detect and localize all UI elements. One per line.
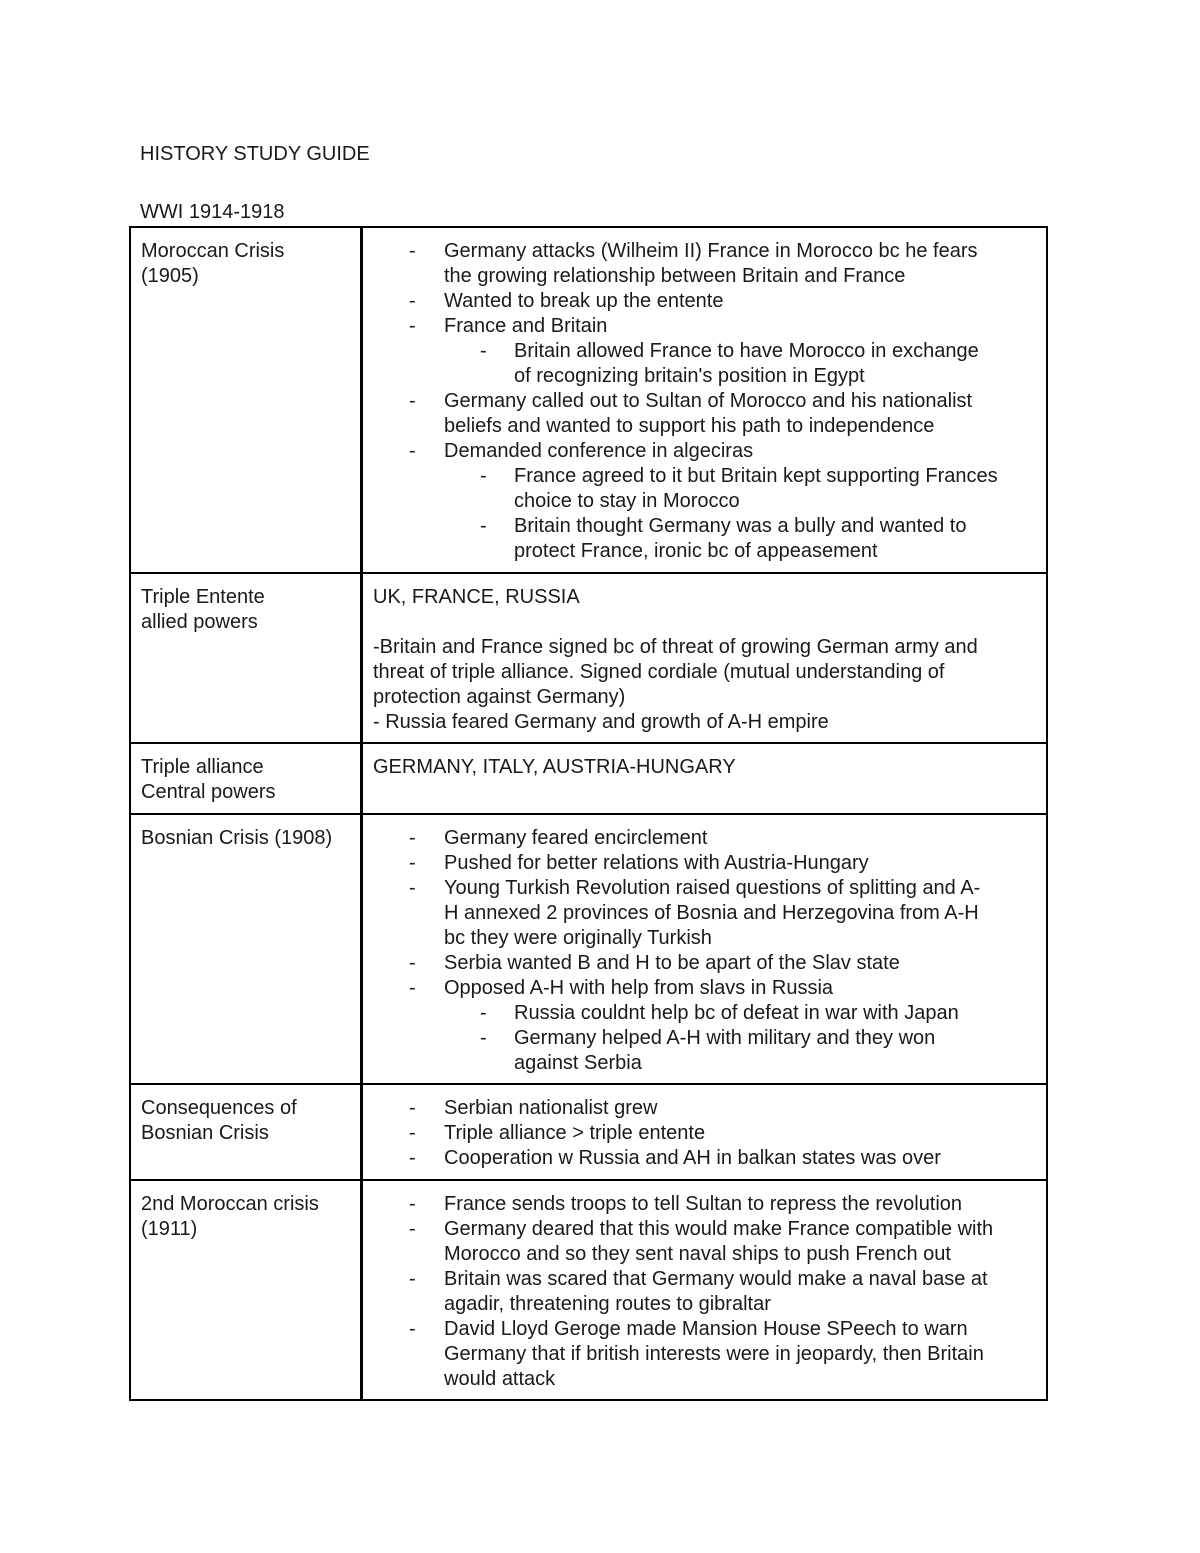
topic-text: (1911) bbox=[141, 1218, 198, 1240]
bullet-text: Germany that if british interests were in jeopardy, then Britain bbox=[444, 1343, 984, 1365]
blank-line bbox=[373, 610, 1040, 635]
bullet-item bbox=[373, 314, 1040, 339]
dash-bullet-icon: - bbox=[409, 1097, 416, 1119]
sub-bullet-continuation bbox=[373, 364, 1040, 389]
detail-text: -Britain and France signed bc of threat of growing German army and bbox=[373, 636, 978, 658]
bullet-item bbox=[373, 389, 1040, 414]
topic-text: Central powers bbox=[141, 781, 276, 803]
topic-cell bbox=[131, 815, 363, 1083]
bullet-text: against Serbia bbox=[514, 1052, 642, 1074]
dash-bullet-icon: - bbox=[409, 852, 416, 874]
dash-bullet-icon: - bbox=[409, 1122, 416, 1144]
document-title: HISTORY STUDY GUIDE bbox=[140, 143, 370, 165]
bullet-text: Germany helped A-H with military and they won bbox=[514, 1027, 936, 1049]
bullet-continuation bbox=[373, 414, 1040, 439]
bullet-continuation bbox=[373, 901, 1040, 926]
bullet-continuation bbox=[373, 264, 1040, 289]
bullet-text: Cooperation w Russia and AH in balkan states was over bbox=[444, 1147, 941, 1169]
sub-bullet-continuation bbox=[373, 1051, 1040, 1076]
topic-text: Moroccan Crisis bbox=[141, 240, 285, 262]
bullet-text: choice to stay in Morocco bbox=[514, 490, 740, 512]
sub-bullet-continuation bbox=[373, 489, 1040, 514]
bullet-text: Serbian nationalist grew bbox=[444, 1097, 658, 1119]
dash-bullet-icon: - bbox=[480, 1027, 487, 1049]
topic-text: Consequences of bbox=[141, 1097, 297, 1119]
bullet-continuation bbox=[373, 1342, 1040, 1367]
sub-bullet-item bbox=[373, 514, 1040, 539]
bullet-text: of recognizing britain's position in Egypt bbox=[514, 365, 865, 387]
bullet-text: protect France, ironic bc of appeasement bbox=[514, 540, 878, 562]
bullet-text: would attack bbox=[444, 1368, 556, 1390]
table-row-bosnian-crisis bbox=[131, 815, 1046, 1085]
dash-bullet-icon: - bbox=[409, 1193, 416, 1215]
bullet-item bbox=[373, 1121, 1040, 1146]
detail-cell bbox=[363, 815, 1046, 1083]
sub-bullet-item bbox=[373, 464, 1040, 489]
topic-text: allied powers bbox=[141, 611, 258, 633]
detail-cell bbox=[363, 1181, 1046, 1399]
bullet-text: Wanted to break up the entente bbox=[444, 290, 724, 312]
dash-bullet-icon: - bbox=[409, 1268, 416, 1290]
table-row-second-moroccan-crisis bbox=[131, 1181, 1046, 1399]
bullet-text: Germany called out to Sultan of Morocco and his nationalist bbox=[444, 390, 973, 412]
bullet-item bbox=[373, 1096, 1040, 1121]
detail-text: threat of triple alliance. Signed cordiale (mutual understanding of bbox=[373, 661, 945, 683]
dash-bullet-icon: - bbox=[409, 440, 416, 462]
member-countries: GERMANY, ITALY, AUSTRIA-HUNGARY bbox=[373, 756, 736, 778]
bullet-text: Opposed A-H with help from slavs in Russia bbox=[444, 977, 834, 999]
sub-bullet-item bbox=[373, 1001, 1040, 1026]
dash-bullet-icon: - bbox=[409, 390, 416, 412]
dash-bullet-icon: - bbox=[480, 340, 487, 362]
bullet-text: the growing relationship between Britain and France bbox=[444, 265, 906, 287]
topic-text: Bosnian Crisis bbox=[141, 1122, 269, 1144]
bullet-text: agadir, threatening routes to gibraltar bbox=[444, 1293, 771, 1315]
dash-bullet-icon: - bbox=[409, 1218, 416, 1240]
bullet-text: H annexed 2 provinces of Bosnia and Herzegovina from A-H bbox=[444, 902, 979, 924]
bullet-text: Germany attacks (Wilheim II) France in Morocco bc he fears bbox=[444, 240, 978, 262]
topic-text: Triple Entente bbox=[141, 586, 265, 608]
detail-text: protection against Germany) bbox=[373, 686, 626, 708]
document-subtitle: WWI 1914-1918 bbox=[140, 201, 285, 223]
bullet-text: Morocco and so they sent naval ships to push French out bbox=[444, 1243, 951, 1265]
bullet-continuation bbox=[373, 1242, 1040, 1267]
table-row-triple-entente bbox=[131, 574, 1046, 744]
bullet-continuation bbox=[373, 926, 1040, 951]
member-countries: UK, FRANCE, RUSSIA bbox=[373, 586, 580, 608]
topic-text: 2nd Moroccan crisis bbox=[141, 1193, 319, 1215]
bullet-text: Britain thought Germany was a bully and wanted to bbox=[514, 515, 967, 537]
bullet-item bbox=[373, 976, 1040, 1001]
dash-bullet-icon: - bbox=[409, 240, 416, 262]
topic-cell bbox=[131, 574, 363, 742]
topic-text: Bosnian Crisis (1908) bbox=[141, 827, 333, 849]
bullet-text: Demanded conference in algeciras bbox=[444, 440, 754, 462]
dash-bullet-icon: - bbox=[409, 977, 416, 999]
detail-cell bbox=[363, 1085, 1046, 1179]
sub-bullet-item bbox=[373, 1026, 1040, 1051]
study-guide-table bbox=[129, 226, 1048, 1401]
bullet-text: France and Britain bbox=[444, 315, 608, 337]
bullet-item bbox=[373, 851, 1040, 876]
bullet-continuation bbox=[373, 1367, 1040, 1392]
bullet-text: Serbia wanted B and H to be apart of the Slav state bbox=[444, 952, 900, 974]
dash-bullet-icon: - bbox=[409, 827, 416, 849]
topic-cell bbox=[131, 1085, 363, 1179]
bullet-item bbox=[373, 1192, 1040, 1217]
bullet-item bbox=[373, 1317, 1040, 1342]
bullet-text: France sends troops to tell Sultan to repress the revolution bbox=[444, 1193, 963, 1215]
bullet-text: Germany deared that this would make France compatible with bbox=[444, 1218, 994, 1240]
detail-cell bbox=[363, 744, 1046, 813]
bullet-text: bc they were originally Turkish bbox=[444, 927, 712, 949]
detail-cell bbox=[363, 228, 1046, 572]
sub-bullet-continuation bbox=[373, 539, 1040, 564]
table-row-consequences-bosnian-crisis bbox=[131, 1085, 1046, 1181]
bullet-text: Britain allowed France to have Morocco in exchange bbox=[514, 340, 979, 362]
topic-cell bbox=[131, 744, 363, 813]
dash-bullet-icon: - bbox=[409, 877, 416, 899]
dash-bullet-icon: - bbox=[409, 1147, 416, 1169]
topic-cell bbox=[131, 1181, 363, 1399]
bullet-text: Germany feared encirclement bbox=[444, 827, 708, 849]
dash-bullet-icon: - bbox=[480, 465, 487, 487]
bullet-item bbox=[373, 826, 1040, 851]
bullet-item bbox=[373, 239, 1040, 264]
bullet-text: Triple alliance > triple entente bbox=[444, 1122, 706, 1144]
bullet-text: Young Turkish Revolution raised questions of splitting and A- bbox=[444, 877, 981, 899]
topic-text: (1905) bbox=[141, 265, 199, 287]
bullet-text: Pushed for better relations with Austria-Hungary bbox=[444, 852, 869, 874]
bullet-item bbox=[373, 1146, 1040, 1171]
dash-bullet-icon: - bbox=[480, 515, 487, 537]
bullet-item bbox=[373, 1217, 1040, 1242]
detail-cell bbox=[363, 574, 1046, 742]
bullet-text: David Lloyd Geroge made Mansion House SPeech to warn bbox=[444, 1318, 968, 1340]
bullet-item bbox=[373, 289, 1040, 314]
bullet-text: France agreed to it but Britain kept supporting Frances bbox=[514, 465, 998, 487]
bullet-continuation bbox=[373, 1292, 1040, 1317]
bullet-item bbox=[373, 876, 1040, 901]
dash-bullet-icon: - bbox=[409, 1318, 416, 1340]
bullet-item bbox=[373, 951, 1040, 976]
table-row-moroccan-crisis bbox=[131, 228, 1046, 574]
detail-text: - Russia feared Germany and growth of A-H empire bbox=[373, 711, 829, 733]
dash-bullet-icon: - bbox=[409, 315, 416, 337]
bullet-text: beliefs and wanted to support his path to independence bbox=[444, 415, 935, 437]
bullet-text: Russia couldnt help bc of defeat in war with Japan bbox=[514, 1002, 959, 1024]
dash-bullet-icon: - bbox=[480, 1002, 487, 1024]
bullet-item bbox=[373, 1267, 1040, 1292]
bullet-text: Britain was scared that Germany would make a naval base at bbox=[444, 1268, 988, 1290]
bullet-item bbox=[373, 439, 1040, 464]
sub-bullet-item bbox=[373, 339, 1040, 364]
dash-bullet-icon: - bbox=[409, 290, 416, 312]
topic-text: Triple alliance bbox=[141, 756, 264, 778]
dash-bullet-icon: - bbox=[409, 952, 416, 974]
topic-cell bbox=[131, 228, 363, 572]
table-row-triple-alliance bbox=[131, 744, 1046, 815]
